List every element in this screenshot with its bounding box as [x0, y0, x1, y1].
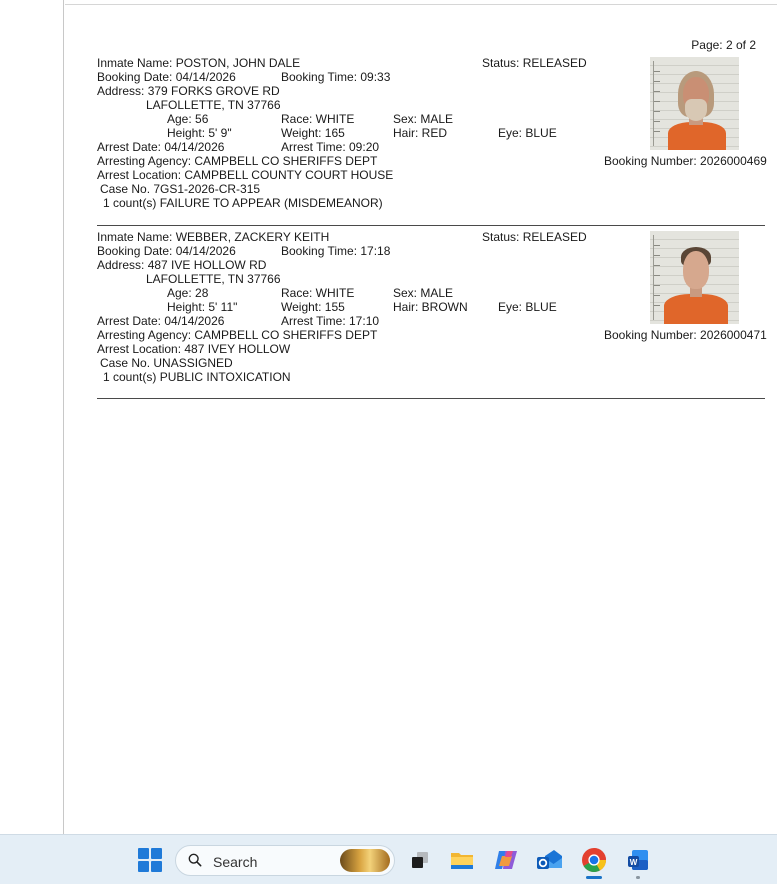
chrome-button[interactable] — [578, 844, 610, 876]
booking-date: Booking Date: 04/14/2026 — [97, 70, 236, 84]
word-icon — [626, 848, 650, 872]
viewer-side-gutter — [0, 0, 64, 834]
address-line2: LAFOLLETTE, TN 37766 — [146, 98, 281, 112]
hair-color: Hair: BROWN — [393, 300, 468, 314]
search-label: Search — [213, 854, 258, 870]
case-number: Case No. 7GS1-2026-CR-315 — [100, 182, 261, 196]
height: Height: 5' 11" — [167, 300, 238, 314]
case-number: Case No. UNASSIGNED — [100, 356, 233, 370]
sex: Sex: MALE — [393, 112, 454, 126]
arrest-location: Arrest Location: 487 IVEY HOLLOW — [97, 342, 291, 356]
weight: Weight: 155 — [281, 300, 345, 314]
copilot-button[interactable] — [490, 844, 522, 876]
mugshot-photo — [650, 231, 739, 324]
hair-color: Hair: RED — [393, 126, 448, 140]
arresting-agency: Arresting Agency: CAMPBELL CO SHERIFFS DEPT — [97, 328, 378, 342]
svg-text:W: W — [629, 857, 638, 867]
start-button[interactable] — [134, 844, 166, 876]
booking-number: Booking Number: 2026000471 — [604, 328, 767, 342]
race: Race: WHITE — [281, 112, 355, 126]
sex: Sex: MALE — [393, 286, 454, 300]
file-explorer-icon — [449, 849, 475, 871]
address-line1: Address: 379 FORKS GROVE RD — [97, 84, 280, 98]
word-running-indicator — [636, 876, 640, 879]
eye-color: Eye: BLUE — [498, 126, 557, 140]
copilot-icon — [493, 848, 519, 872]
height: Height: 5' 9" — [167, 126, 232, 140]
booking-date: Booking Date: 04/14/2026 — [97, 244, 236, 258]
arresting-agency: Arresting Agency: CAMPBELL CO SHERIFFS DEPT — [97, 154, 378, 168]
arrest-date: Arrest Date: 04/14/2026 — [97, 314, 225, 328]
task-view-button[interactable] — [404, 844, 436, 876]
windows-taskbar — [0, 834, 777, 884]
search-icon — [188, 853, 202, 867]
chrome-icon — [581, 847, 607, 873]
record-divider — [97, 398, 765, 399]
file-explorer-button[interactable] — [446, 844, 478, 876]
search-highlight-art-icon — [340, 849, 390, 872]
booking-time: Booking Time: 09:33 — [281, 70, 391, 84]
arrest-location: Arrest Location: CAMPBELL COUNTY COURT HOUSE — [97, 168, 394, 182]
booking-number: Booking Number: 2026000469 — [604, 154, 767, 168]
release-status: Status: RELEASED — [482, 230, 587, 244]
arrest-time: Arrest Time: 17:10 — [281, 314, 380, 328]
charge: 1 count(s) FAILURE TO APPEAR (MISDEMEANOR) — [103, 196, 383, 210]
document-page — [65, 4, 777, 834]
task-view-icon — [409, 849, 431, 871]
address-line1: Address: 487 IVE HOLLOW RD — [97, 258, 267, 272]
chrome-active-indicator — [586, 876, 602, 879]
race: Race: WHITE — [281, 286, 355, 300]
inmate-name: Inmate Name: POSTON, JOHN DALE — [97, 56, 301, 70]
address-line2: LAFOLLETTE, TN 37766 — [146, 272, 281, 286]
booking-time: Booking Time: 17:18 — [281, 244, 391, 258]
inmate-name: Inmate Name: WEBBER, ZACKERY KEITH — [97, 230, 330, 244]
mugshot-photo — [650, 57, 739, 150]
release-status: Status: RELEASED — [482, 56, 587, 70]
page-indicator: Page: 2 of 2 — [691, 38, 756, 52]
windows-logo-icon — [138, 848, 162, 872]
arrest-date: Arrest Date: 04/14/2026 — [97, 140, 225, 154]
charge: 1 count(s) PUBLIC INTOXICATION — [103, 370, 291, 384]
weight: Weight: 165 — [281, 126, 345, 140]
outlook-button[interactable] — [533, 844, 565, 876]
outlook-icon — [535, 848, 563, 872]
arrest-time: Arrest Time: 09:20 — [281, 140, 380, 154]
age: Age: 28 — [167, 286, 209, 300]
record-divider — [97, 225, 765, 226]
word-button[interactable] — [622, 844, 654, 876]
eye-color: Eye: BLUE — [498, 300, 557, 314]
age: Age: 56 — [167, 112, 209, 126]
taskbar-search-box[interactable] — [175, 845, 395, 876]
